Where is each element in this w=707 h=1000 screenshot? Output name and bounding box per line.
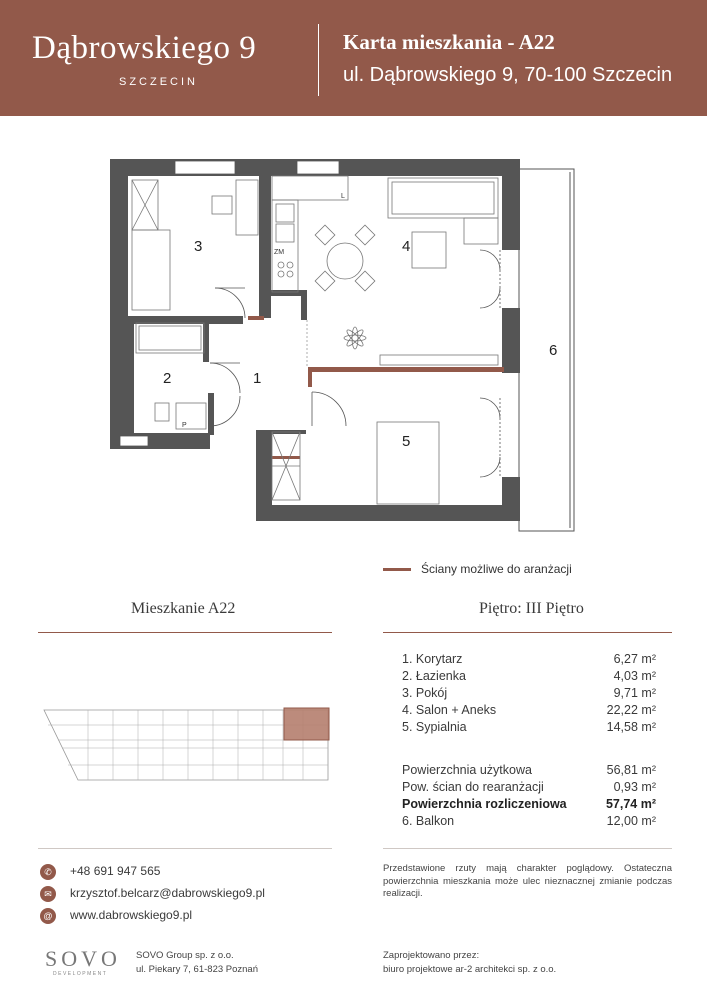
card-address: ul. Dąbrowskiego 9, 70-100 Szczecin (343, 64, 673, 86)
fridge-label: ZM (274, 249, 285, 256)
room-row-1: 1. Korytarz 6,27 m² (402, 652, 656, 666)
room-row-4: 4. Salon + Aneks 22,22 m² (402, 703, 656, 717)
dining-set (315, 225, 375, 291)
highlighted-apartment (284, 708, 329, 740)
room-row-3: 3. Pokój 9,71 m² (402, 686, 656, 700)
contact-rule (38, 848, 332, 849)
apartment-heading: Mieszkanie A22 (131, 600, 236, 617)
designer-name: biuro projektowe ar-2 architekci sp. z o.o. (383, 964, 557, 975)
balcony-outline (519, 169, 574, 531)
phone-number[interactable]: +48 691 947 565 (70, 864, 161, 878)
legend-text: Ściany możliwe do aranżacji (421, 562, 572, 576)
developer-logo: SOVO (45, 946, 121, 971)
building-location-plan (38, 700, 332, 792)
room-number-3: 3 (194, 238, 203, 255)
kitchen-furniture (272, 176, 348, 292)
room-number-5: 5 (402, 433, 411, 450)
developer-company: SOVO Group sp. z o.o. (136, 950, 234, 961)
web-icon: @ (40, 908, 56, 924)
disclaimer-rule (383, 848, 672, 849)
floor-heading: Piętro: III Piętro (479, 600, 584, 617)
room-row-2: 2. Łazienka 4,03 m² (402, 669, 656, 683)
tv-console (380, 355, 498, 365)
room-number-6: 6 (549, 342, 558, 359)
room-row-5: 5. Sypialnia 14,58 m² (402, 720, 656, 734)
bedroom-furniture (272, 422, 439, 504)
header-divider (318, 24, 319, 96)
plant-icon (344, 327, 366, 349)
phone-icon: ✆ (40, 864, 56, 880)
apartment-heading-rule (38, 632, 332, 633)
rearrangeable-walls-area: Pow. ścian do rearanżacji 0,93 m² (402, 780, 656, 794)
interior-walls (128, 174, 307, 436)
email-link[interactable]: krzysztof.belcarz@dabrowskiego9.pl (70, 886, 265, 900)
developer-tagline: DEVELOPMENT (53, 971, 108, 977)
floor-heading-rule (383, 632, 672, 633)
disclaimer-text: Przedstawione rzuty mają charakter poglądowy. Ostateczna powierzchnia mieszkania może ulec nieznacznej zmianie podczas realizacji. (383, 863, 672, 899)
boiler-label: P (182, 422, 187, 429)
room-number-4: 4 (402, 238, 411, 255)
card-title: Karta mieszkania - A22 (343, 30, 555, 54)
doors (210, 250, 500, 477)
settlement-area: Powierzchnia rozliczeniowa 57,74 m² (402, 797, 656, 811)
rearrangeable-walls (248, 316, 504, 459)
designed-by-label: Zaprojektowano przez: (383, 950, 480, 961)
room-number-2: 2 (163, 370, 172, 387)
exterior-walls (110, 159, 520, 521)
lounge-label: L (341, 193, 345, 200)
total-usable-area: Powierzchnia użytkowa 56,81 m² (402, 763, 656, 777)
website-link[interactable]: www.dabrowskiego9.pl (70, 908, 193, 922)
room-number-1: 1 (253, 370, 262, 387)
rearrangeable-wall-swatch (383, 568, 411, 571)
header-banner (0, 0, 707, 116)
brand-subtitle: SZCZECIN (119, 76, 198, 88)
brand-title: Dąbrowskiego 9 (32, 30, 257, 66)
floor-plan (0, 140, 707, 540)
developer-address: ul. Piekary 7, 61-823 Poznań (136, 964, 258, 975)
balcony-area: 6. Balkon 12,00 m² (402, 814, 656, 828)
mail-icon: ✉ (40, 886, 56, 902)
